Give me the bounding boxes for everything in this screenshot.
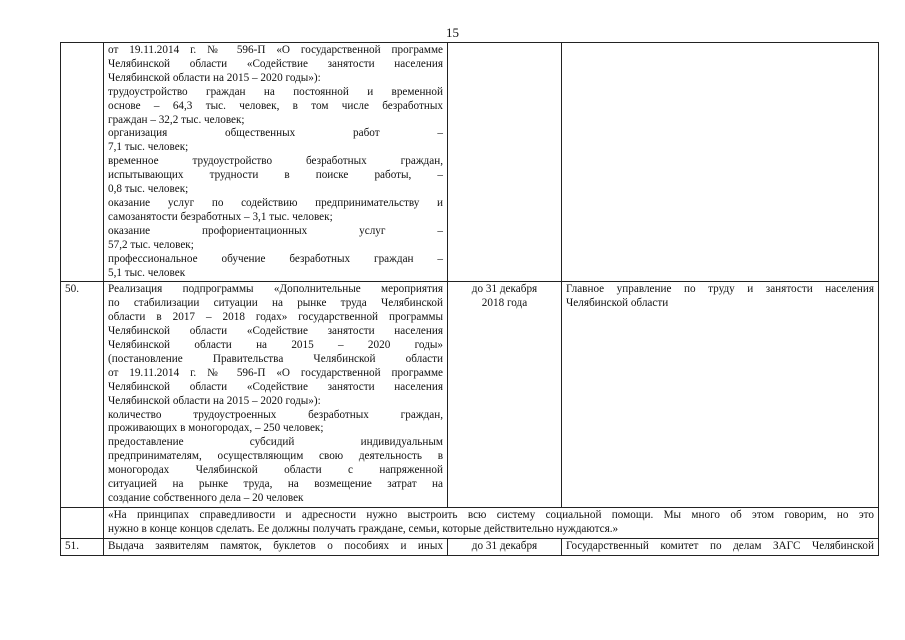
description-line: (постановление Правительства Челябинской области: [108, 352, 443, 365]
measures-table: [60, 42, 879, 556]
description-line: от 19.11.2014 г. № 596-П «О государственной программе: [108, 44, 443, 56]
description-line: оказание услуг по содействию предпринимательству и: [108, 196, 443, 209]
description-line: 5,1 тыс. человек: [108, 266, 186, 279]
table-row-quote: [61, 507, 879, 538]
description-line: количество трудоустроенных безработных граждан,: [108, 408, 443, 421]
description-line: создание собственного дела – 20 человек: [108, 492, 304, 504]
row-number: 51.: [61, 538, 104, 555]
description-line: испытывающих трудности в поиске работы, –: [108, 169, 443, 182]
deadline-line: до 31 декабря: [471, 539, 538, 552]
description-line: Выдача заявителям памяток, буклетов о пособиях и иных: [108, 539, 443, 552]
description-line: по стабилизации ситуации на рынке труда Челябинской: [108, 297, 443, 310]
quote-line: «На принципах справедливости и адресности нужно выстроить всю систему социальной помощи. Мы много об этом говорим, но это: [108, 508, 874, 521]
description-line: проживающих в моногородах, – 250 человек;: [108, 422, 324, 435]
deadline-cell: [448, 538, 562, 555]
description-line: самозанятости безработных – 3,1 тыс. человек;: [108, 210, 333, 223]
description-line: Реализация подпрограммы «Дополнительные мероприятия: [108, 283, 443, 296]
executor-cell: [562, 282, 879, 508]
description-line: 7,1 тыс. человек;: [108, 141, 189, 154]
executor-cell: [562, 538, 879, 555]
table-row-51: [61, 538, 879, 555]
description-line: 0,8 тыс. человек;: [108, 183, 189, 196]
description-line: организация общественных работ –: [108, 127, 443, 140]
quote-line: нужно в конце концов сделать. Ее должны получать граждане, семьи, которые действительно нуждаются.»: [108, 522, 619, 535]
deadline-line: до 31 декабря: [471, 283, 538, 296]
row-number-cell: [61, 43, 104, 282]
description-line: предпринимателям, осуществляющим свою деятельность в: [108, 450, 443, 463]
description-line: Челябинской области «Содействие занятости населения: [108, 57, 443, 70]
executor-line: Челябинской области: [566, 297, 669, 310]
description-line: от 19.11.2014 г. № 596-П «О государственной программе: [108, 366, 443, 379]
executor-line: Государственный комитет по делам ЗАГС Челябинской: [566, 539, 874, 552]
page-number: 15: [446, 25, 459, 40]
description-line: моногородах Челябинской области с напряженной: [108, 464, 443, 477]
executor-line: Главное управление по труду и занятости населения: [566, 283, 874, 296]
description-line: основе – 64,3 тыс. человек, в том числе безработных: [108, 99, 443, 112]
description-line: временное трудоустройство безработных граждан,: [108, 155, 443, 168]
row-number-cell: [61, 507, 104, 538]
description-line: Челябинской области «Содействие занятости населения: [108, 325, 443, 338]
description-line: предоставление субсидий индивидуальным: [108, 436, 443, 449]
description-line: 57,2 тыс. человек;: [108, 238, 194, 251]
table-row-50: [61, 282, 879, 508]
row-number: 50.: [61, 282, 104, 508]
description-line: Челябинской области на 2015 – 2020 годы»):: [108, 71, 321, 84]
measure-description: [104, 538, 448, 555]
measure-description: [104, 43, 448, 282]
description-line: граждан – 32,2 тыс. человек;: [108, 113, 245, 126]
quote-cell: [104, 507, 879, 538]
deadline-line: 2018 года: [481, 297, 528, 310]
description-line: Челябинской области «Содействие занятости населения: [108, 380, 443, 393]
description-line: оказание профориентационных услуг –: [108, 224, 443, 237]
description-line: Челябинской области на 2015 – 2020 годы»):: [108, 394, 321, 407]
description-line: профессиональное обучение безработных граждан –: [108, 252, 443, 265]
deadline-cell: [448, 282, 562, 508]
deadline-cell: [448, 43, 562, 282]
description-line: трудоустройство граждан на постоянной и временной: [108, 85, 443, 98]
measure-description: [104, 282, 448, 508]
description-line: ситуацией на рынке труда, на возмещение затрат на: [108, 478, 443, 491]
executor-cell: [562, 43, 879, 282]
description-line: области в 2017 – 2018 годах» государственной программы: [108, 311, 443, 324]
description-line: Челябинской области на 2015 – 2020 годы»: [108, 339, 443, 352]
table-row-continued: [61, 43, 879, 282]
